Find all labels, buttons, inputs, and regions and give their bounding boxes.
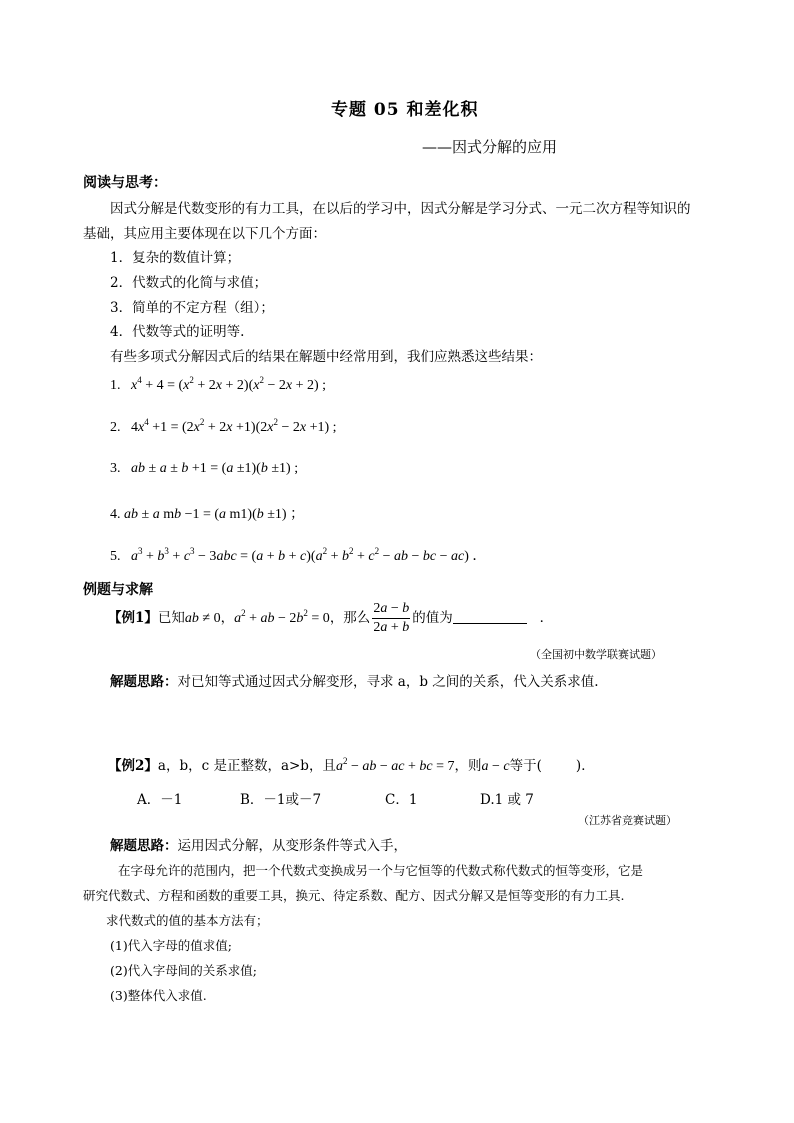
- example-1-source: （全国初中数学联赛试题）: [530, 648, 662, 661]
- method-item-2: (2)代入字母间的关系求值;: [110, 963, 257, 978]
- example-1-label: 【例1】: [108, 610, 158, 626]
- examples-heading: 例题与求解: [83, 582, 153, 598]
- notes-para-2: 研究代数式、方程和函数的重要工具，换元、待定系数、配方、因式分解又是恒等变形的有力工具.: [83, 888, 625, 903]
- example-1-text-a: 已知: [157, 610, 185, 626]
- page-title: 专题 05 和差化积: [331, 100, 479, 120]
- reading-para-2: 基础，其应用主要体现在以下几个方面：: [83, 226, 326, 242]
- option-a: A．－1: [137, 792, 183, 808]
- notes-para-3: 求代数式的值的基本方法有；: [106, 913, 269, 928]
- example-2-hint: [110, 834, 407, 854]
- use-item-1: 1．复杂的数值计算；: [110, 250, 241, 266]
- formula-intro: 有些多项式分解因式后的结果在解题中经常用到，我们应熟悉这些结果：: [110, 349, 542, 365]
- notes-para-1: 在字母允许的范围内，把一个代数式变换成另一个与它恒等的代数式称代数式的恒等变形，它是: [118, 863, 644, 878]
- formula-5: 5. $a^3 + b^3 + c^3 - 3abc = (a + b + c)(a^2 + b^2 + c^2$ − ab − bc − ac) ．: [110, 546, 487, 564]
- reading-heading: 阅读与思考：: [83, 175, 167, 191]
- use-item-2: 2．代数式的化简与求值；: [110, 275, 268, 291]
- option-c: C．1: [385, 792, 418, 808]
- method-item-1: (1)代入字母的值求值;: [110, 938, 232, 953]
- example-2-source: （江苏省竞赛试题）: [578, 814, 677, 827]
- example-1-fraction: $\frac{2a - b}{2a + b}$: [373, 601, 410, 635]
- example-2-text-c: 等于(: [509, 758, 542, 774]
- example-2-question: 【例2】a，b，c 是正整数，a>b，且$a^2$ − ab − ac + bc = 7，则a − c等于( )．: [108, 756, 595, 774]
- answer-blank[interactable]: [453, 609, 527, 624]
- method-item-3: (3)整体代入求值.: [110, 988, 207, 1003]
- example-2-text-b: ，则: [454, 758, 482, 774]
- formula-1: 1. $x^4 + 4 = (x^2 + 2x + 2)(x^2 - 2x + 2)$ ;: [110, 375, 327, 393]
- option-b: B．－1或－7: [240, 792, 322, 808]
- formula-number: 5.: [110, 549, 121, 564]
- option-d: D.1 或 7: [480, 792, 534, 808]
- use-item-3: 3．简单的不定方程（组）；: [110, 300, 274, 316]
- example-1-sep: ，: [220, 610, 235, 626]
- hint-text: 对已知等式通过因式分解变形，寻求 a，b 之间的关系，代入关系求值.: [177, 674, 599, 690]
- formula-2: 2. $4x^4 +1 = (2x^2 + 2x +1)(2x^2 - 2x +1)$ ;: [110, 417, 337, 435]
- example-2-label: 【例2】: [108, 758, 158, 774]
- example-1-text-b: ，那么: [329, 610, 371, 626]
- formula-4: 4. ab ± a mb −1 = (a m1)(b ±1) ；: [110, 507, 305, 522]
- example-1-hint: [110, 670, 599, 690]
- example-2-text-d: )．: [575, 758, 595, 774]
- page-subtitle: ——因式分解的应用: [422, 138, 558, 156]
- formula-number: 2.: [110, 420, 121, 435]
- formula-number: 1.: [110, 378, 121, 393]
- example-1-question: 【例1】已知ab ≠ 0，$a^2$ + ab − $2b^2 = 0$，那么 $\frac{2a - b}{2a + b}$ 的值为 ．: [108, 601, 554, 635]
- formula-number: 3.: [110, 461, 121, 476]
- formula-3: 3. ab ± a ± b +1 = (a ±1)(b ±1) ;: [110, 461, 299, 476]
- formula-number: 4.: [110, 507, 121, 522]
- hint-label: 解题思路：: [110, 838, 178, 854]
- example-1-text-c: 的值为: [412, 610, 453, 626]
- example-1-tail: ．: [539, 610, 554, 626]
- hint-text: 运用因式分解，从变形条件等式入手，: [177, 838, 407, 854]
- hint-label: 解题思路：: [110, 674, 178, 690]
- use-item-4: 4．代数等式的证明等.: [110, 324, 245, 340]
- example-2-text-a: a，b，c 是正整数，a>b，且: [157, 758, 336, 774]
- reading-para-1: 因式分解是代数变形的有力工具，在以后的学习中，因式分解是学习分式、一元二次方程等知识的: [110, 201, 691, 217]
